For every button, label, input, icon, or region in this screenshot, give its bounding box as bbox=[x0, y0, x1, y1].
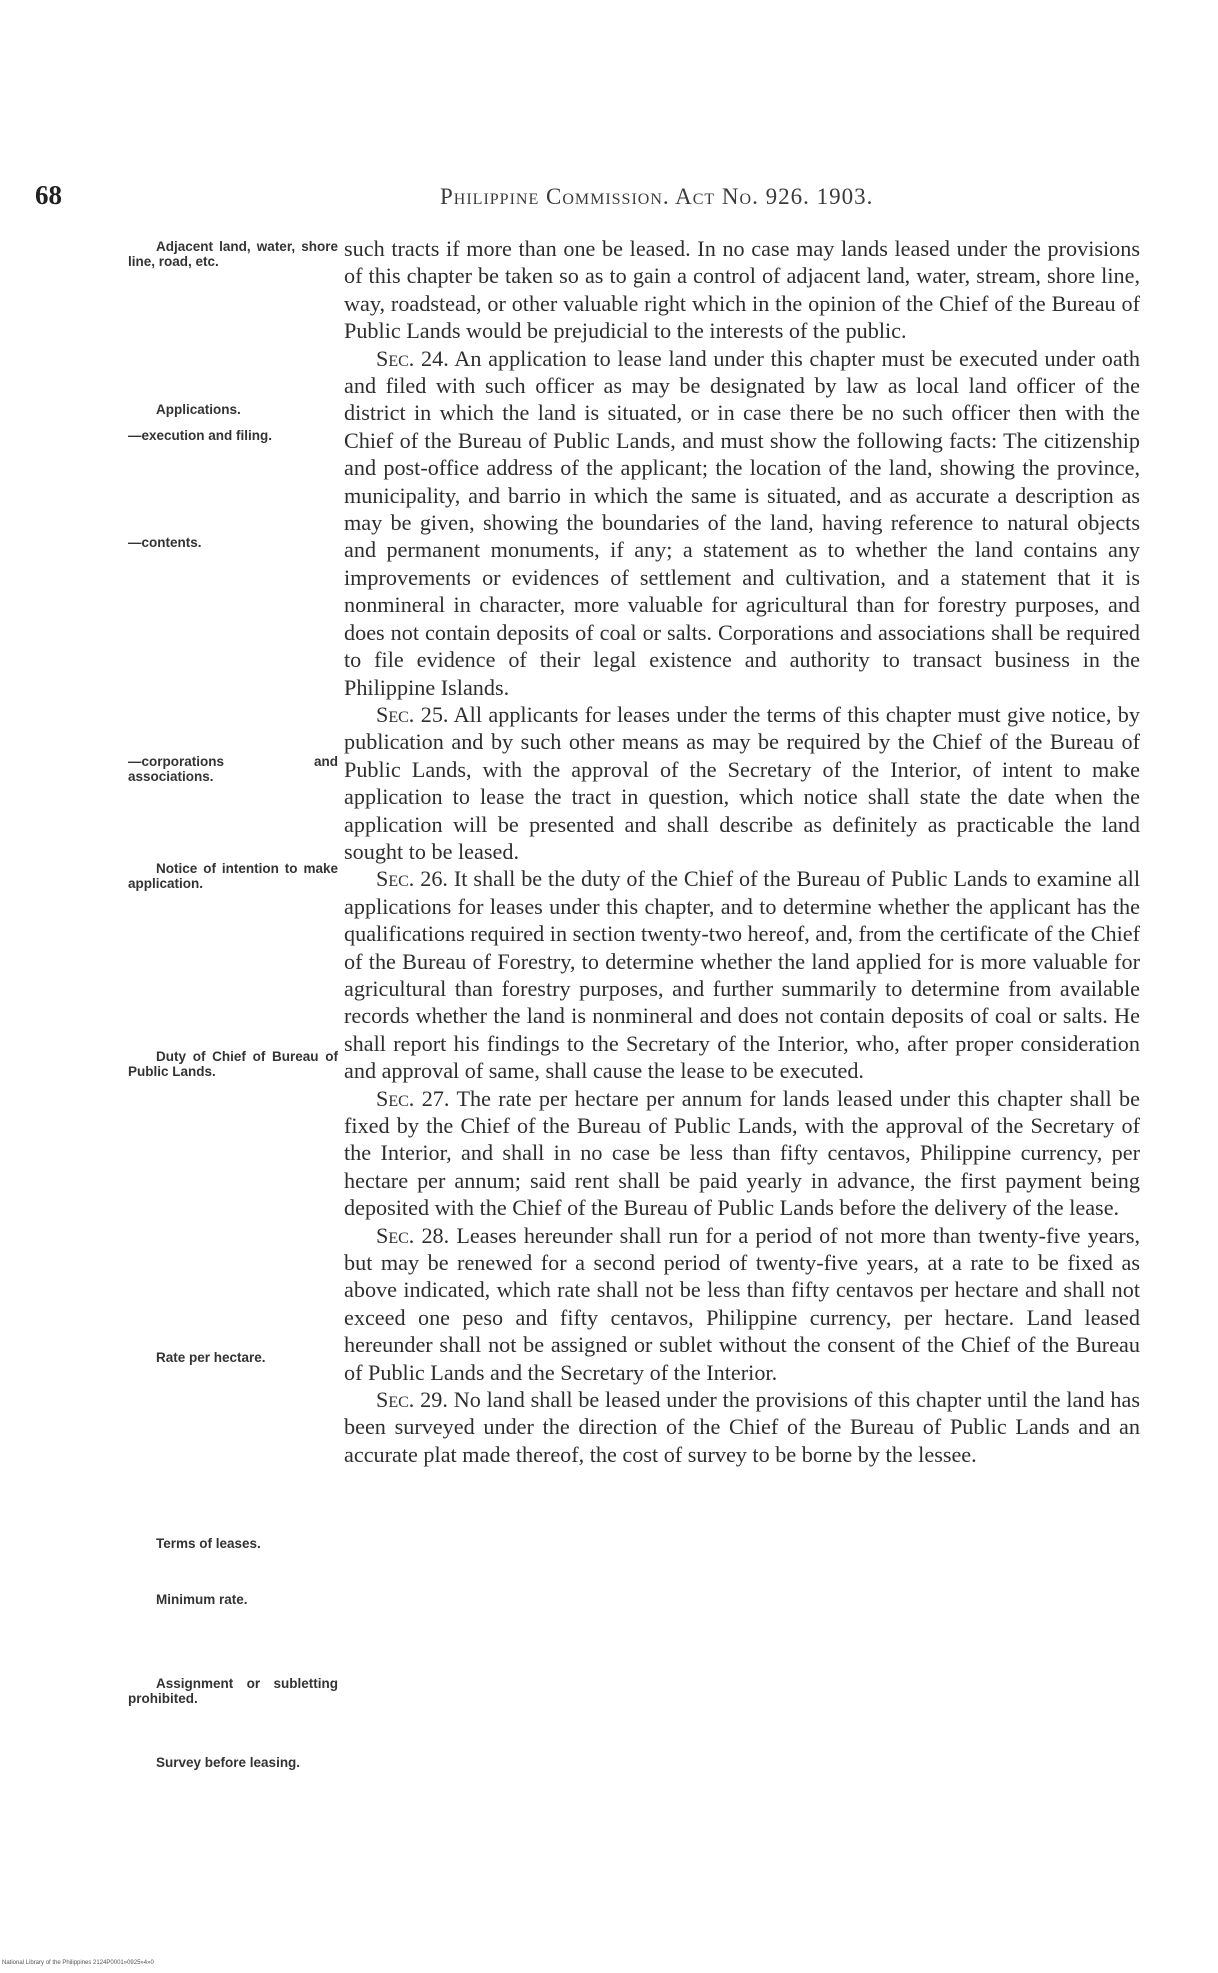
section-25 bbox=[344, 701, 1140, 865]
section-text: The rate per hectare per annum for lands leased under this chapter shall be fixed by the Chief of the Bureau of Public Lands, with the approval of the Secretary of the Interior, and shall in no case be less than fifty centavos, Philippine currency, per hectare per annum; said rent shall be paid yearly in advance, the first payment being deposited with the Chief of the Bureau of Public Lands before the delivery of the lease. bbox=[344, 1085, 1140, 1221]
margin-note-corporations: —corporations and associations. bbox=[128, 754, 338, 784]
paragraph-text: such tracts if more than one be leased. In no case may lands leased under the provisions of this chapter be taken so as to gain a control of adjacent land, water, stream, shore line, way, roadstead, or other valuable right which in the opinion of the Chief of the Bureau of Public Lands would be prejudicial to the interests of the public. bbox=[344, 236, 1140, 344]
paragraph-continuation bbox=[344, 235, 1140, 345]
section-label: Sec. 27. bbox=[376, 1085, 450, 1111]
section-text: An application to lease land under this chapter must be executed under oath and filed with such officer as may be designated by law as local land officer of the district in which the land is situated, or in case there be no such officer then with the Chief of the Bureau of Public Lands, and must show the following facts: The citizenship and post-office address of the applicant; the location of the land, showing the province, municipality, and barrio in which the same is situated, and as accurate a description as may be given, showing the boundaries of the land, having reference to natural objects and permanent monuments, if any; a statement as to whether the land contains any improvements or evidences of settlement and cultivation, and a statement that it is nonmineral in character, more valuable for agricultural than for forestry purposes, and does not contain deposits of coal or salts. Corporations and associations shall be required to file evidence of their legal existence and authority to transact business in the Philippine Islands. bbox=[344, 345, 1140, 700]
margin-note-minimum-rate: Minimum rate. bbox=[156, 1592, 248, 1607]
section-text: It shall be the duty of the Chief of the Bureau of Public Lands to examine all applications for leases under this chapter, and to determine whether the applicant has the qualifications required in section twenty-two hereof, and, from the certificate of the Chief of the Bureau of Forestry, to determine whether the land applied for is more valuable for agricultural than forestry purposes, and further summarily to determine from available records whether the land is nonmineral and does not contain deposits of coal or salts. He shall report his findings to the Secretary of the Interior, who, after proper consideration and approval of same, shall cause the lease to be executed. bbox=[344, 866, 1140, 1084]
running-head: Philippine Commission. Act No. 926. 1903. bbox=[440, 184, 874, 209]
section-label: Sec. 24. bbox=[376, 345, 449, 371]
margin-note-adjacent-land: Adjacent land, water, shore line, road, etc. bbox=[128, 239, 338, 269]
section-28 bbox=[344, 1222, 1140, 1386]
section-24 bbox=[344, 345, 1140, 701]
section-label: Sec. 29. bbox=[376, 1387, 448, 1413]
footer-credit: National Library of the Philippines 2124P0001»0925»4»0 bbox=[2, 1960, 154, 1966]
margin-note-assignment-prohibited: Assignment or subletting prohibited. bbox=[128, 1676, 338, 1706]
section-text: Leases hereunder shall run for a period of not more than twenty-five years, but may be renewed for a second period of twenty-five years, at a rate to be fixed as above indicated, which rate shall not be less than fifty centavos per hectare and shall not exceed one peso and fifty centavos, Philippine currency, per hectare. Land leased hereunder shall not be assigned or sublet without the consent of the Chief of the Bureau of Public Lands and the Secretary of the Interior. bbox=[344, 1222, 1140, 1385]
page-number: 68 bbox=[35, 180, 62, 210]
margin-note-applications: Applications. bbox=[156, 402, 241, 417]
margin-note-rate-per-hectare: Rate per hectare. bbox=[156, 1350, 266, 1365]
margin-note-notice-of-intention: Notice of intention to make application. bbox=[128, 861, 338, 891]
margin-note-duty-of-chief: Duty of Chief of Bureau of Public Lands. bbox=[128, 1049, 338, 1079]
margin-note-terms-of-leases: Terms of leases. bbox=[156, 1536, 261, 1551]
section-27 bbox=[344, 1085, 1140, 1222]
section-label: Sec. 28. bbox=[376, 1222, 450, 1248]
section-label: Sec. 25. bbox=[376, 701, 449, 727]
margin-note-execution-filing: —execution and filing. bbox=[128, 428, 273, 443]
section-label: Sec. 26. bbox=[376, 866, 448, 892]
section-text: No land shall be leased under the provisions of this chapter until the land has been surveyed under the direction of the Chief of the Bureau of Public Lands and an accurate plat made thereof, the cost of survey to be borne by the lessee. bbox=[344, 1387, 1140, 1467]
section-text: All applicants for leases under the terms of this chapter must give notice, by publication and by such other means as may be required by the Chief of the Bureau of Public Lands, with the approval of the Secretary of the Interior, of intent to make application to lease the tract in question, which notice shall state the date when the application will be presented and shall describe as definitely as practicable the land sought to be leased. bbox=[344, 701, 1140, 864]
section-29 bbox=[344, 1386, 1140, 1468]
margin-note-contents: —contents. bbox=[128, 535, 202, 550]
margin-note-survey-before-leasing: Survey before leasing. bbox=[156, 1755, 301, 1770]
section-26 bbox=[344, 865, 1140, 1084]
body-text bbox=[344, 235, 1140, 1468]
